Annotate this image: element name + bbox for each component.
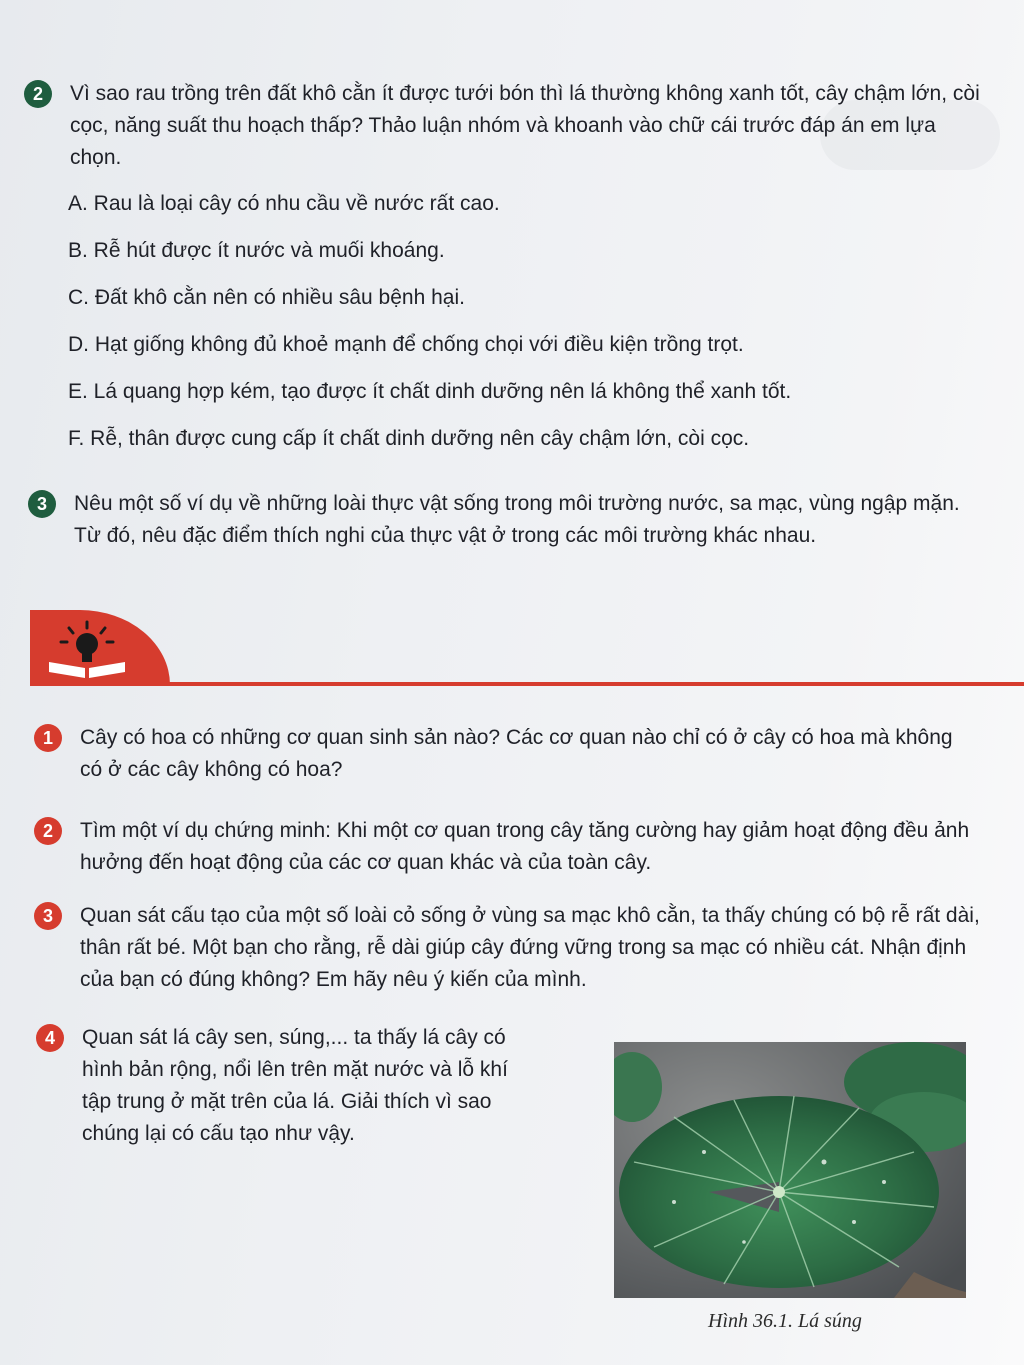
- option-a: A. Rau là loại cây có nhu cầu về nước rất cao.: [68, 192, 500, 215]
- question-text: Quan sát lá cây sen, súng,... ta thấy lá cây có hình bản rộng, nổi lên trên mặt nước và lỗ khí tập trung ở mặt trên của lá. Giải thích vì sao chúng lại có cấu tạo như vậy.: [82, 1026, 508, 1145]
- option-e: E. Lá quang hợp kém, tạo được ít chất dinh dưỡng nên lá không thể xanh tốt.: [68, 380, 792, 403]
- question-3b-block: [34, 900, 980, 996]
- option-c: C. Đất khô cằn nên có nhiều sâu bệnh hại.: [68, 286, 465, 309]
- question-1-block: [34, 722, 980, 786]
- question-text: Nêu một số ví dụ về những loài thực vật sống trong môi trường nước, sa mạc, vùng ngập mặn. Từ đó, nêu đặc điểm thích nghi của thực vật ở trong các môi trường khác nhau.: [74, 492, 960, 547]
- question-number-badge: 1: [34, 724, 62, 752]
- question-number-badge: 2: [24, 80, 52, 108]
- question-number-badge: 3: [34, 902, 62, 930]
- question-text: Quan sát cấu tạo của một số loài cỏ sống ở vùng sa mạc khô cằn, ta thấy chúng có bộ rễ rất dài, thân rất bé. Một bạn cho rằng, rễ dài giúp cây đứng vững trong sa mạc có nhiều cát. Nhận định của bạn có đúng không? Em hãy nêu ý kiến của mình.: [80, 904, 980, 991]
- water-lily-photo: [614, 1042, 966, 1298]
- option-f: F. Rễ, thân được cung cấp ít chất dinh dưỡng nên cây chậm lớn, còi cọc.: [68, 427, 750, 450]
- lightbulb-book-icon: [45, 620, 130, 680]
- option-d: D. Hạt giống không đủ khoẻ mạnh để chống chọi với điều kiện trồng trọt.: [68, 333, 744, 356]
- question-number-badge: 4: [36, 1024, 64, 1052]
- question-text: Cây có hoa có những cơ quan sinh sản nào? Các cơ quan nào chỉ có ở cây có hoa mà không có ở các cây không có hoa?: [80, 726, 953, 781]
- figure-caption: Hình 36.1. Lá súng: [708, 1310, 862, 1332]
- question-2b-block: [34, 815, 980, 879]
- question-text: Tìm một ví dụ chứng minh: Khi một cơ quan trong cây tăng cường hay giảm hoạt động đều ảnh hưởng đến hoạt động của các cơ quan khác và của toàn cây.: [80, 819, 970, 874]
- question-text: Vì sao rau trồng trên đất khô cằn ít được tưới bón thì lá thường không xanh tốt, cây chậm lớn, còi cọc, năng suất thu hoạch thấp? Thảo luận nhóm và khoanh vào chữ cái trước đáp án em lựa chọn.: [70, 82, 980, 169]
- question-3-block: [28, 488, 984, 552]
- question-number-badge: 3: [28, 490, 56, 518]
- answer-options: [68, 180, 791, 462]
- section-banner: [30, 610, 1024, 690]
- question-number-badge: 2: [34, 817, 62, 845]
- water-lily-illustration: [614, 1042, 966, 1298]
- banner-divider: [30, 682, 1024, 686]
- question-2-block: [24, 78, 986, 174]
- question-4-block: [36, 1022, 532, 1150]
- option-b: B. Rễ hút được ít nước và muối khoáng.: [68, 239, 445, 262]
